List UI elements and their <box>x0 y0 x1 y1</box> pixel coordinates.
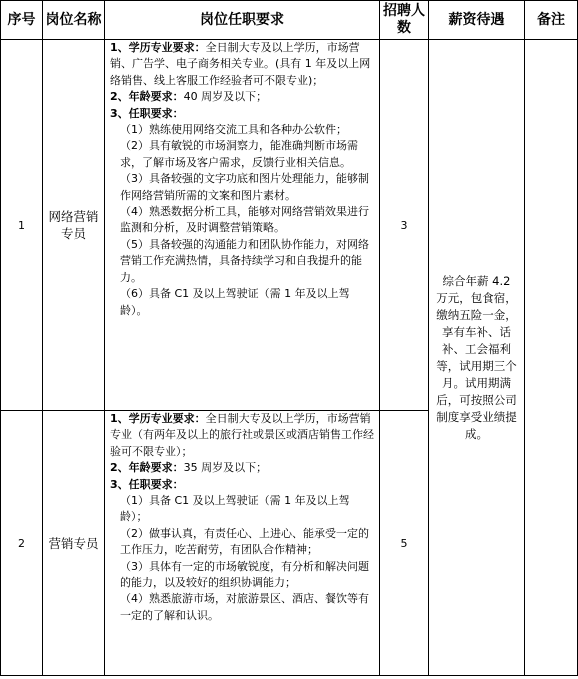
req-item: （2）具有敏锐的市场洞察力，能准确判断市场需求，了解市场及客户需求，反馈行业相关信息。 <box>120 139 358 169</box>
req-item: （6）具备 C1 及以上驾驶证（需 1 年及以上驾龄）。 <box>120 287 350 317</box>
headcount: 3 <box>380 40 429 411</box>
table-row <box>1 40 578 411</box>
position-name: 网络营销专员 <box>43 40 105 411</box>
salary-cell: 综合年薪 4.2 万元，包食宿，缴纳五险一金，享有车补、话补、工会福利等，试用期三个月。试用期满后，可按照公司制度享受业绩提成。 <box>429 40 525 676</box>
headcount: 5 <box>380 411 429 676</box>
row-number: 1 <box>1 40 43 411</box>
requirements-cell <box>105 411 380 676</box>
req-item: （1）具备 C1 及以上驾驶证（需 1 年及以上驾龄）； <box>120 494 350 524</box>
req-label: 3、任职要求： <box>110 106 184 120</box>
req-label: 2、年龄要求： <box>110 90 184 104</box>
header-row <box>1 1 578 40</box>
notes-cell <box>525 40 578 676</box>
req-item: （4）熟悉数据分析工具，能够对网络营销效果进行监测和分析，及时调整营销策略。 <box>120 205 369 235</box>
req-item: （1）熟练使用网络交流工具和各种办公软件； <box>120 123 347 137</box>
header-position: 岗位名称 <box>43 1 105 40</box>
req-item: （2）做事认真，有责任心、上进心、能承受一定的工作压力，吃苦耐劳，有团队合作精神； <box>120 526 369 557</box>
req-label: 2、年龄要求： <box>110 461 184 475</box>
requirements-cell <box>105 40 380 411</box>
req-label: 1、学历专业要求： <box>110 412 206 425</box>
req-label: 3、任职要求： <box>110 477 184 491</box>
req-text: 40 周岁及以下； <box>183 90 268 104</box>
header-notes: 备注 <box>525 1 578 40</box>
req-item: （5）具备较强的沟通能力和团队协作能力，对网络营销工作充满热情，具备持续学习和自我提升的能力。 <box>120 237 369 284</box>
req-item: （3）具体有一定的市场敏锐度，有分析和解决问题的能力，以及较好的组织协调能力； <box>120 559 369 590</box>
header-salary: 薪资待遇 <box>429 1 525 40</box>
row-number: 2 <box>1 411 43 676</box>
req-text: 35 周岁及以下； <box>183 461 268 475</box>
header-requirements: 岗位任职要求 <box>105 1 380 40</box>
req-item: （4）熟悉旅游市场，对旅游景区、酒店、餐饮等有一定的了解和认识。 <box>120 592 369 622</box>
position-name: 营销专员 <box>43 411 105 676</box>
req-text: 全日制大专及以上学历，市场营销专业（有两年及以上的旅行社或景区或酒店销售工作经验可不限专业）； <box>110 412 374 458</box>
header-no: 序号 <box>1 1 43 40</box>
req-label: 1、学历专业要求： <box>110 41 206 54</box>
req-text: 全日制大专及以上学历，市场营销、广告学、电子商务相关专业。(具有 1 年及以上网络销售、线上客服工作经验者可不限专业)； <box>110 41 371 87</box>
header-headcount: 招聘人数 <box>380 1 429 40</box>
req-item: （3）具备较强的文字功底和图片处理能力，能够制作网络营销所需的文案和图片素材。 <box>120 172 369 202</box>
